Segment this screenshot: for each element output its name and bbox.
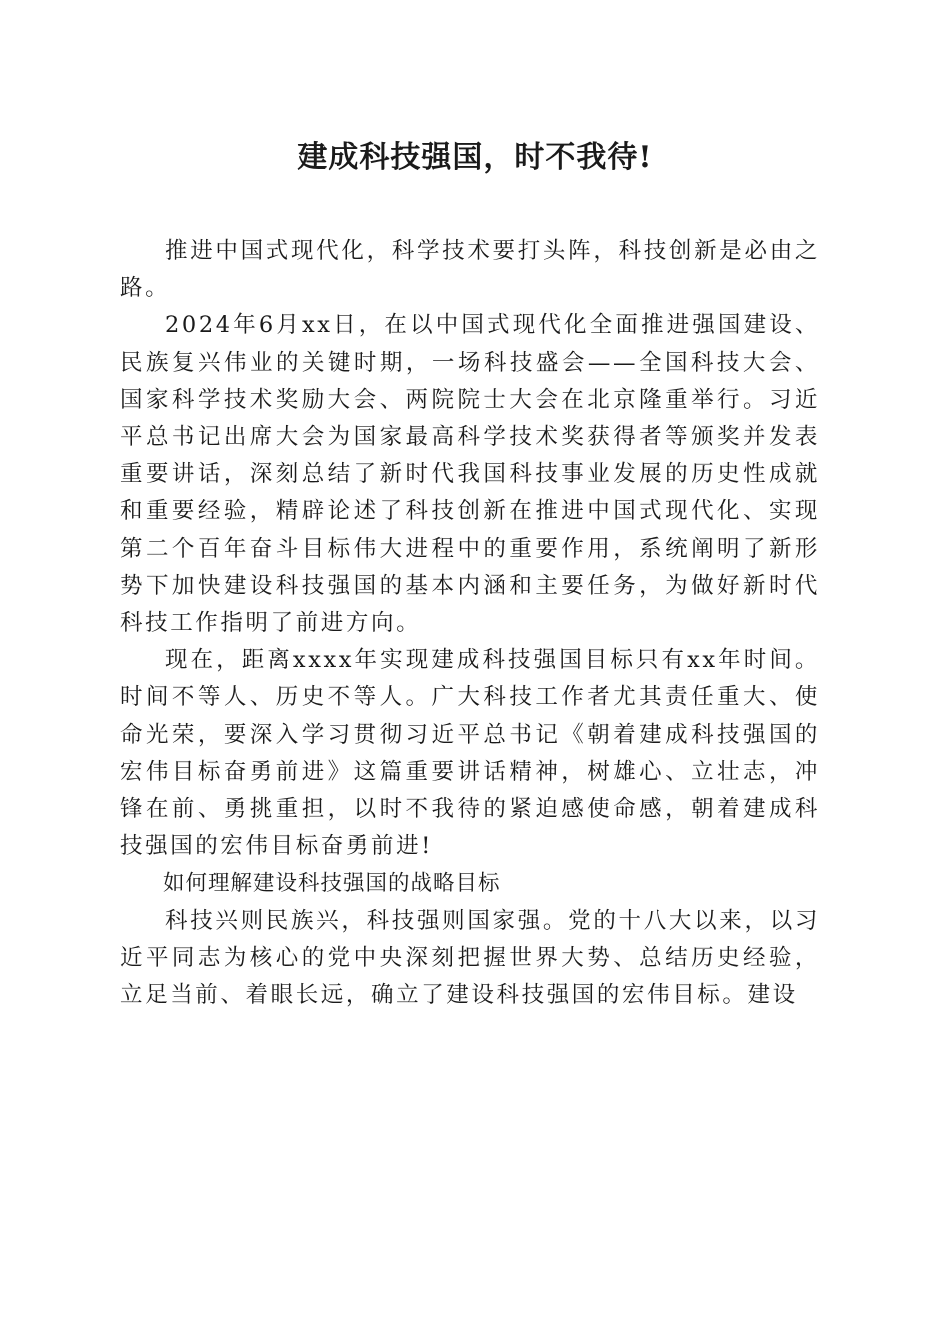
paragraph-call-to-action: 现在，距离xxxx年实现建成科技强国目标只有xx年时间。时间不等人、历史不等人。广大科技工作者尤其责任重大、使命光荣，要深入学习贯彻习近平总书记《朝着建成科技强国的宏伟目标奋勇前进》这篇重要讲话精神，树雄心、立壮志，冲锋在前、勇挑重担，以时不我待的紧迫感使命感，朝着建成科技强国的宏伟目标奋勇前进!	[120, 647, 820, 860]
paragraph-intro: 推进中国式现代化，科学技术要打头阵，科技创新是必由之路。	[120, 238, 820, 302]
paragraph-conference: 2024年6月xx日，在以中国式现代化全面推进强国建设、民族复兴伟业的关键时期，一场科技盛会——全国科技大会、国家科学技术奖励大会、两院院士大会在北京隆重举行。习近平总书记出席大会为国家最高科学技术奖获得者等颁奖并发表重要讲话，深刻总结了新时代我国科技事业发展的历史性成就和重要经验，精辟论述了科技创新在推进中国式现代化、实现第二个百年奋斗目标伟大进程中的重要作用，系统阐明了新形势下加快建设科技强国的基本内涵和主要任务，为做好新时代科技工作指明了前进方向。	[120, 312, 820, 637]
document-body	[120, 233, 820, 1014]
paragraph-strategic-goal: 科技兴则民族兴，科技强则国家强。党的十八大以来，以习近平同志为核心的党中央深刻把握世界大势、总结历史经验，立足当前、着眼长远，确立了建设科技强国的宏伟目标。建设	[120, 907, 820, 1009]
document-title: 建成科技强国，时不我待!	[297, 140, 653, 175]
section-heading: 如何理解建设科技强国的战略目标	[163, 871, 501, 897]
